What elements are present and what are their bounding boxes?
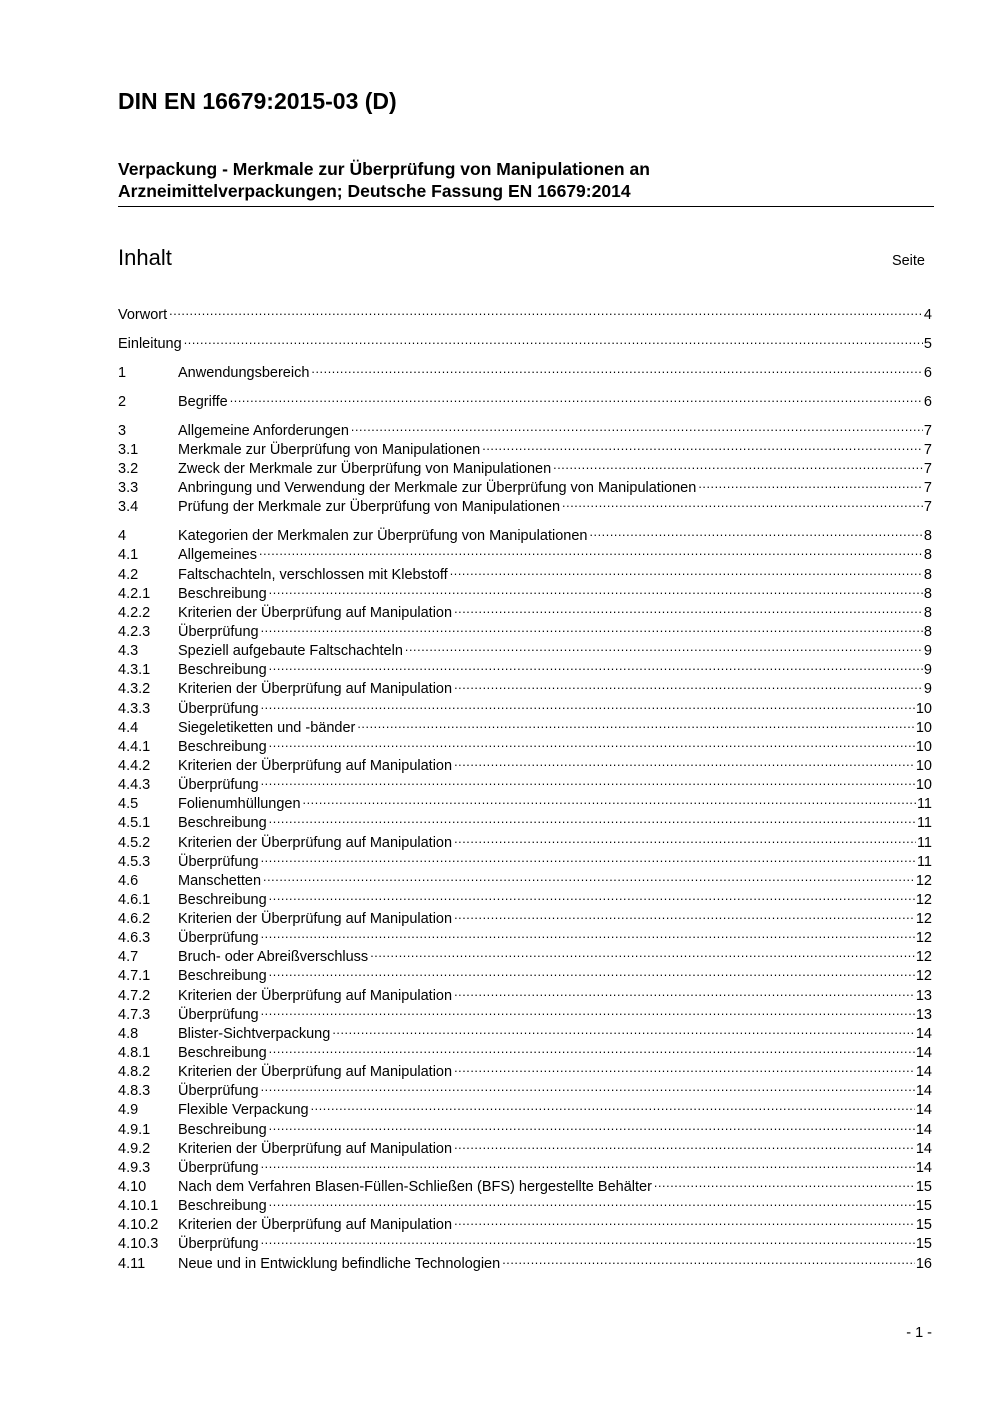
toc-entry-page: 15: [915, 1198, 932, 1215]
toc-entry[interactable]: [118, 521, 932, 545]
toc-entry-number: 4.9: [118, 1102, 139, 1119]
toc-entry-number: 4.9.2: [118, 1140, 151, 1157]
toc-entry-number: 4.9.1: [118, 1121, 151, 1138]
toc-entry-title: Vorwort: [118, 307, 168, 323]
toc-entry-number: 4.2.1: [118, 585, 151, 602]
toc-dot-leader: [698, 473, 923, 492]
toc-entry-title: Prüfung der Merkmale zur Überprüfung von Manipulationen: [178, 499, 561, 516]
toc-dot-leader: [259, 540, 923, 559]
toc-dot-leader: [370, 942, 915, 961]
toc-entry-number: 4.6.3: [118, 930, 151, 947]
toc-entry-title: Kriterien der Überprüfung auf Manipulation: [178, 1217, 453, 1234]
toc-entry-number: 4.6.1: [118, 891, 151, 908]
toc-dot-leader: [553, 454, 923, 473]
toc-dot-leader: [454, 1134, 915, 1153]
toc-entry-title: Blister-Sichtverpackung: [178, 1025, 331, 1042]
toc-entry-page: 15: [915, 1236, 932, 1253]
toc-dot-leader: [261, 1153, 915, 1172]
toc-entry-page: 16: [915, 1255, 932, 1272]
toc-entry-title: Überprüfung: [178, 700, 259, 717]
document-subtitle: [118, 158, 933, 202]
toc-entry-title: Neue und in Entwicklung befindliche Technologien: [178, 1255, 501, 1272]
toc-entry-page: 10: [915, 700, 932, 717]
toc-dot-leader: [261, 1000, 915, 1019]
toc-dot-leader: [454, 981, 915, 1000]
toc-entry-title: Merkmale zur Überprüfung von Manipulationen: [178, 441, 481, 458]
toc-dot-leader: [450, 560, 923, 579]
toc-dot-leader: [263, 866, 915, 885]
toc-entry-title: Beschreibung: [178, 968, 267, 985]
toc-entry-title: Überprüfung: [178, 1159, 259, 1176]
toc-entry-page: 7: [923, 422, 932, 439]
toc-entry-number: 4.5.3: [118, 853, 151, 870]
toc-dot-leader: [589, 521, 922, 540]
toc-entry-title: Überprüfung: [178, 1006, 259, 1023]
toc-entry-title: Zweck der Merkmale zur Überprüfung von Manipulationen: [178, 461, 552, 478]
toc-entry-title: Beschreibung: [178, 585, 267, 602]
toc-dot-leader: [303, 789, 916, 808]
toc-entry-title: Manschetten: [178, 872, 262, 889]
toc-entry-page: 9: [923, 681, 932, 698]
toc-entry-number: 4: [118, 528, 127, 545]
toc-entry-number: 4.10.3: [118, 1236, 159, 1253]
toc-entry-title: Kriterien der Überprüfung auf Manipulation: [178, 1064, 453, 1081]
toc-entry-page: 7: [923, 499, 932, 516]
toc-heading: Inhalt: [118, 245, 172, 270]
toc-entry-page: 14: [915, 1025, 932, 1042]
toc-entry-page: 8: [923, 528, 932, 545]
toc-dot-leader: [269, 961, 915, 980]
toc-dot-leader: [269, 1115, 915, 1134]
toc-entry-title: Überprüfung: [178, 930, 259, 947]
toc-entry-page: 8: [923, 547, 932, 564]
toc-entry-number: 4.4.3: [118, 777, 151, 794]
toc-entry-title: Kriterien der Überprüfung auf Manipulation: [178, 1140, 453, 1157]
toc-entry-number: 4.11: [118, 1255, 146, 1272]
toc-dot-leader: [261, 694, 915, 713]
toc-dot-leader: [454, 598, 923, 617]
toc-dot-leader: [332, 1019, 915, 1038]
toc-entry-title: Anwendungsbereich: [178, 364, 310, 381]
toc-entry-page: 7: [923, 461, 932, 478]
toc-entry-number: 4.6: [118, 872, 139, 889]
toc-entry-number: 4.5: [118, 796, 139, 813]
toc-entry-number: 4.3.1: [118, 662, 151, 679]
toc-entry-number: 3.1: [118, 441, 139, 458]
toc-entry-title: Beschreibung: [178, 891, 267, 908]
toc-dot-leader: [502, 1249, 915, 1268]
toc-entry-title: Beschreibung: [178, 1045, 267, 1062]
toc-entry-page: 15: [915, 1217, 932, 1234]
toc-dot-leader: [405, 636, 923, 655]
toc-dot-leader: [261, 617, 923, 636]
toc-dot-leader: [261, 770, 915, 789]
toc-dot-leader: [269, 808, 916, 827]
toc-entry-number: 4.3: [118, 643, 139, 660]
toc-entry[interactable]: [118, 300, 932, 323]
toc-entry-title: Beschreibung: [178, 1121, 267, 1138]
toc-entry-number: 3.4: [118, 499, 139, 516]
page-number: - 1 -: [906, 1325, 932, 1341]
toc-dot-leader: [261, 1229, 915, 1248]
toc-entry-page: 8: [923, 623, 932, 640]
toc-entry-page: 12: [915, 891, 932, 908]
toc-entry-page: 12: [915, 949, 932, 966]
toc-entry-page: 8: [923, 604, 932, 621]
toc-entry-page: 10: [915, 777, 932, 794]
toc-dot-leader: [357, 713, 915, 732]
toc-entry-title: Allgemeines: [178, 547, 257, 564]
toc-entry-title: Einleitung: [118, 335, 182, 352]
toc-entry-number: 4.10.2: [118, 1217, 159, 1234]
toc-entry-number: 2: [118, 393, 127, 410]
toc-entry-title: Faltschachteln, verschlossen mit Klebstoff: [178, 566, 448, 583]
toc-entry-title: Siegeletiketten und -bänder: [178, 719, 356, 736]
toc-page-column-label: Seite: [891, 253, 925, 269]
toc-entry-number: 3.2: [118, 461, 139, 478]
toc-entry-page: 7: [923, 441, 932, 458]
toc-entry-number: 4.9.3: [118, 1159, 151, 1176]
toc-entry-page: 11: [916, 834, 932, 851]
toc-entry-title: Kategorien der Merkmalen zur Überprüfung von Manipulationen: [178, 528, 588, 545]
toc-entry-page: 14: [915, 1102, 932, 1119]
toc-entry-page: 14: [915, 1159, 932, 1176]
toc-entry-number: 4.1: [118, 547, 139, 564]
toc-entry-page: 14: [915, 1140, 932, 1157]
toc-entry-number: 4.6.2: [118, 911, 151, 928]
toc-entry-page: 4: [923, 307, 932, 323]
toc-entry-title: Beschreibung: [178, 1198, 267, 1215]
toc-entry-page: 11: [916, 796, 932, 813]
toc-entry-number: 4.3.2: [118, 681, 151, 698]
toc-dot-leader: [269, 655, 923, 674]
toc-dot-leader: [261, 847, 916, 866]
toc-entry-title: Beschreibung: [178, 662, 267, 679]
toc-dot-leader: [562, 492, 923, 511]
toc-entry-page: 14: [915, 1121, 932, 1138]
toc-entry-title: Kriterien der Überprüfung auf Manipulation: [178, 604, 453, 621]
toc-entry-page: 12: [915, 911, 932, 928]
toc-entry-number: 4.5.1: [118, 815, 151, 832]
toc-entry-page: 13: [915, 987, 932, 1004]
toc-dot-leader: [269, 732, 915, 751]
toc-dot-leader: [654, 1172, 915, 1191]
toc-dot-leader: [269, 1191, 915, 1210]
toc-entry-page: 12: [915, 872, 932, 889]
toc-dot-leader: [454, 751, 915, 770]
toc-entry-title: Folienumhüllungen: [178, 796, 301, 813]
toc-dot-leader: [269, 1038, 915, 1057]
toc-dot-leader: [454, 1057, 915, 1076]
toc-entry-number: 1: [118, 364, 127, 381]
toc-entry-title: Kriterien der Überprüfung auf Manipulation: [178, 987, 453, 1004]
toc-entry-number: 3: [118, 422, 127, 439]
toc-entry-number: 4.8.3: [118, 1083, 151, 1100]
toc-entry-number: 4.7.2: [118, 987, 151, 1004]
toc-entry-number: 3.3: [118, 480, 139, 497]
toc-entry-title: Überprüfung: [178, 853, 259, 870]
toc-dot-leader: [454, 1210, 915, 1229]
toc-entry-page: 14: [915, 1064, 932, 1081]
toc-entry-page: 12: [915, 930, 932, 947]
toc-entry-title: Kriterien der Überprüfung auf Manipulation: [178, 757, 453, 774]
toc-entry-page: 9: [923, 662, 932, 679]
toc-dot-leader: [184, 329, 923, 348]
toc-entry-page: 9: [923, 643, 932, 660]
toc-entry-page: 12: [915, 968, 932, 985]
toc-entry-number: 4.7: [118, 949, 139, 966]
document-subtitle-line-2: Arzneimittelverpackungen; Deutsche Fassung EN 16679:2014: [118, 181, 631, 201]
toc-entry-page: 10: [915, 738, 932, 755]
toc-entry-title: Beschreibung: [178, 815, 267, 832]
toc-entry-page: 11: [916, 853, 932, 870]
toc-entry-page: 14: [915, 1045, 932, 1062]
toc-entry-title: Beschreibung: [178, 738, 267, 755]
toc-dot-leader: [269, 579, 923, 598]
toc-entry[interactable]: [118, 329, 932, 352]
toc-entry-page: 14: [915, 1083, 932, 1100]
toc-entry[interactable]: [118, 387, 932, 410]
toc-entry-title: Speziell aufgebaute Faltschachteln: [178, 643, 403, 660]
toc-entry-title: Überprüfung: [178, 777, 259, 794]
document-title: DIN EN 16679:2015-03 (D): [118, 88, 397, 114]
toc-entry-number: 4.2.2: [118, 604, 151, 621]
toc-entry-number: 4.8.1: [118, 1045, 151, 1062]
document-subtitle-line-1: Verpackung - Merkmale zur Überprüfung von Manipulationen an: [118, 159, 650, 179]
toc-entry-number: 4.7.1: [118, 968, 151, 985]
toc-entry-title: Überprüfung: [178, 623, 259, 640]
toc-dot-leader: [454, 674, 923, 693]
toc-dot-leader: [351, 416, 923, 435]
toc-entry[interactable]: [118, 358, 932, 381]
toc-entry-title: Begriffe: [178, 393, 228, 410]
toc-entry-number: 4.4: [118, 719, 139, 736]
toc-entry-page: 15: [915, 1179, 932, 1196]
toc-entry-title: Kriterien der Überprüfung auf Manipulation: [178, 911, 453, 928]
toc-entry-number: 4.2.3: [118, 623, 151, 640]
toc-dot-leader: [269, 885, 915, 904]
toc-dot-leader: [230, 387, 923, 406]
toc-dot-leader: [311, 358, 923, 377]
toc-entry-page: 13: [915, 1006, 932, 1023]
toc-dot-leader: [311, 1095, 915, 1114]
toc-entry-title: Allgemeine Anforderungen: [178, 422, 349, 439]
toc-entry-number: 4.8: [118, 1025, 139, 1042]
toc-entry-number: 4.4.2: [118, 757, 151, 774]
toc-entry-page: 10: [915, 719, 932, 736]
toc-entry-title: Flexible Verpackung: [178, 1102, 309, 1119]
toc-entry-number: 4.10: [118, 1179, 147, 1196]
toc-entry-title: Nach dem Verfahren Blasen-Füllen-Schließen (BFS) hergestellte Behälter: [178, 1179, 652, 1196]
toc-dot-leader: [169, 300, 923, 319]
toc-entry-page: 7: [923, 480, 932, 497]
toc-entry-page: 8: [923, 566, 932, 583]
toc-entry-page: 11: [916, 815, 932, 832]
toc-dot-leader: [482, 435, 923, 454]
toc-dot-leader: [454, 904, 915, 923]
toc-entry-number: 4.3.3: [118, 700, 151, 717]
toc-entry-number: 4.4.1: [118, 738, 151, 755]
toc-entry-page: 6: [923, 393, 932, 410]
toc-entry-title: Bruch- oder Abreißverschluss: [178, 949, 369, 966]
toc-entry-title: Überprüfung: [178, 1236, 259, 1253]
toc-entry[interactable]: [118, 416, 932, 439]
toc-entry-number: 4.2: [118, 566, 139, 583]
toc-dot-leader: [261, 1076, 915, 1095]
toc-entry-title: Kriterien der Überprüfung auf Manipulation: [178, 834, 453, 851]
toc-entry-page: 6: [923, 364, 932, 381]
toc-entry-number: 4.10.1: [118, 1198, 159, 1215]
header-divider: [118, 206, 934, 207]
toc-entry-number: 4.7.3: [118, 1006, 151, 1023]
toc-entry-title: Überprüfung: [178, 1083, 259, 1100]
toc-entry-title: Kriterien der Überprüfung auf Manipulation: [178, 681, 453, 698]
toc-dot-leader: [261, 923, 915, 942]
toc-entry-page: 8: [923, 585, 932, 602]
toc-entry-page: 5: [923, 335, 932, 352]
table-of-contents: [118, 300, 932, 1272]
toc-entry-page: 10: [915, 757, 932, 774]
toc-entry-title: Anbringung und Verwendung der Merkmale zur Überprüfung von Manipulationen: [178, 480, 697, 497]
toc-dot-leader: [454, 828, 916, 847]
toc-entry-number: 4.5.2: [118, 834, 151, 851]
toc-entry-number: 4.8.2: [118, 1064, 151, 1081]
